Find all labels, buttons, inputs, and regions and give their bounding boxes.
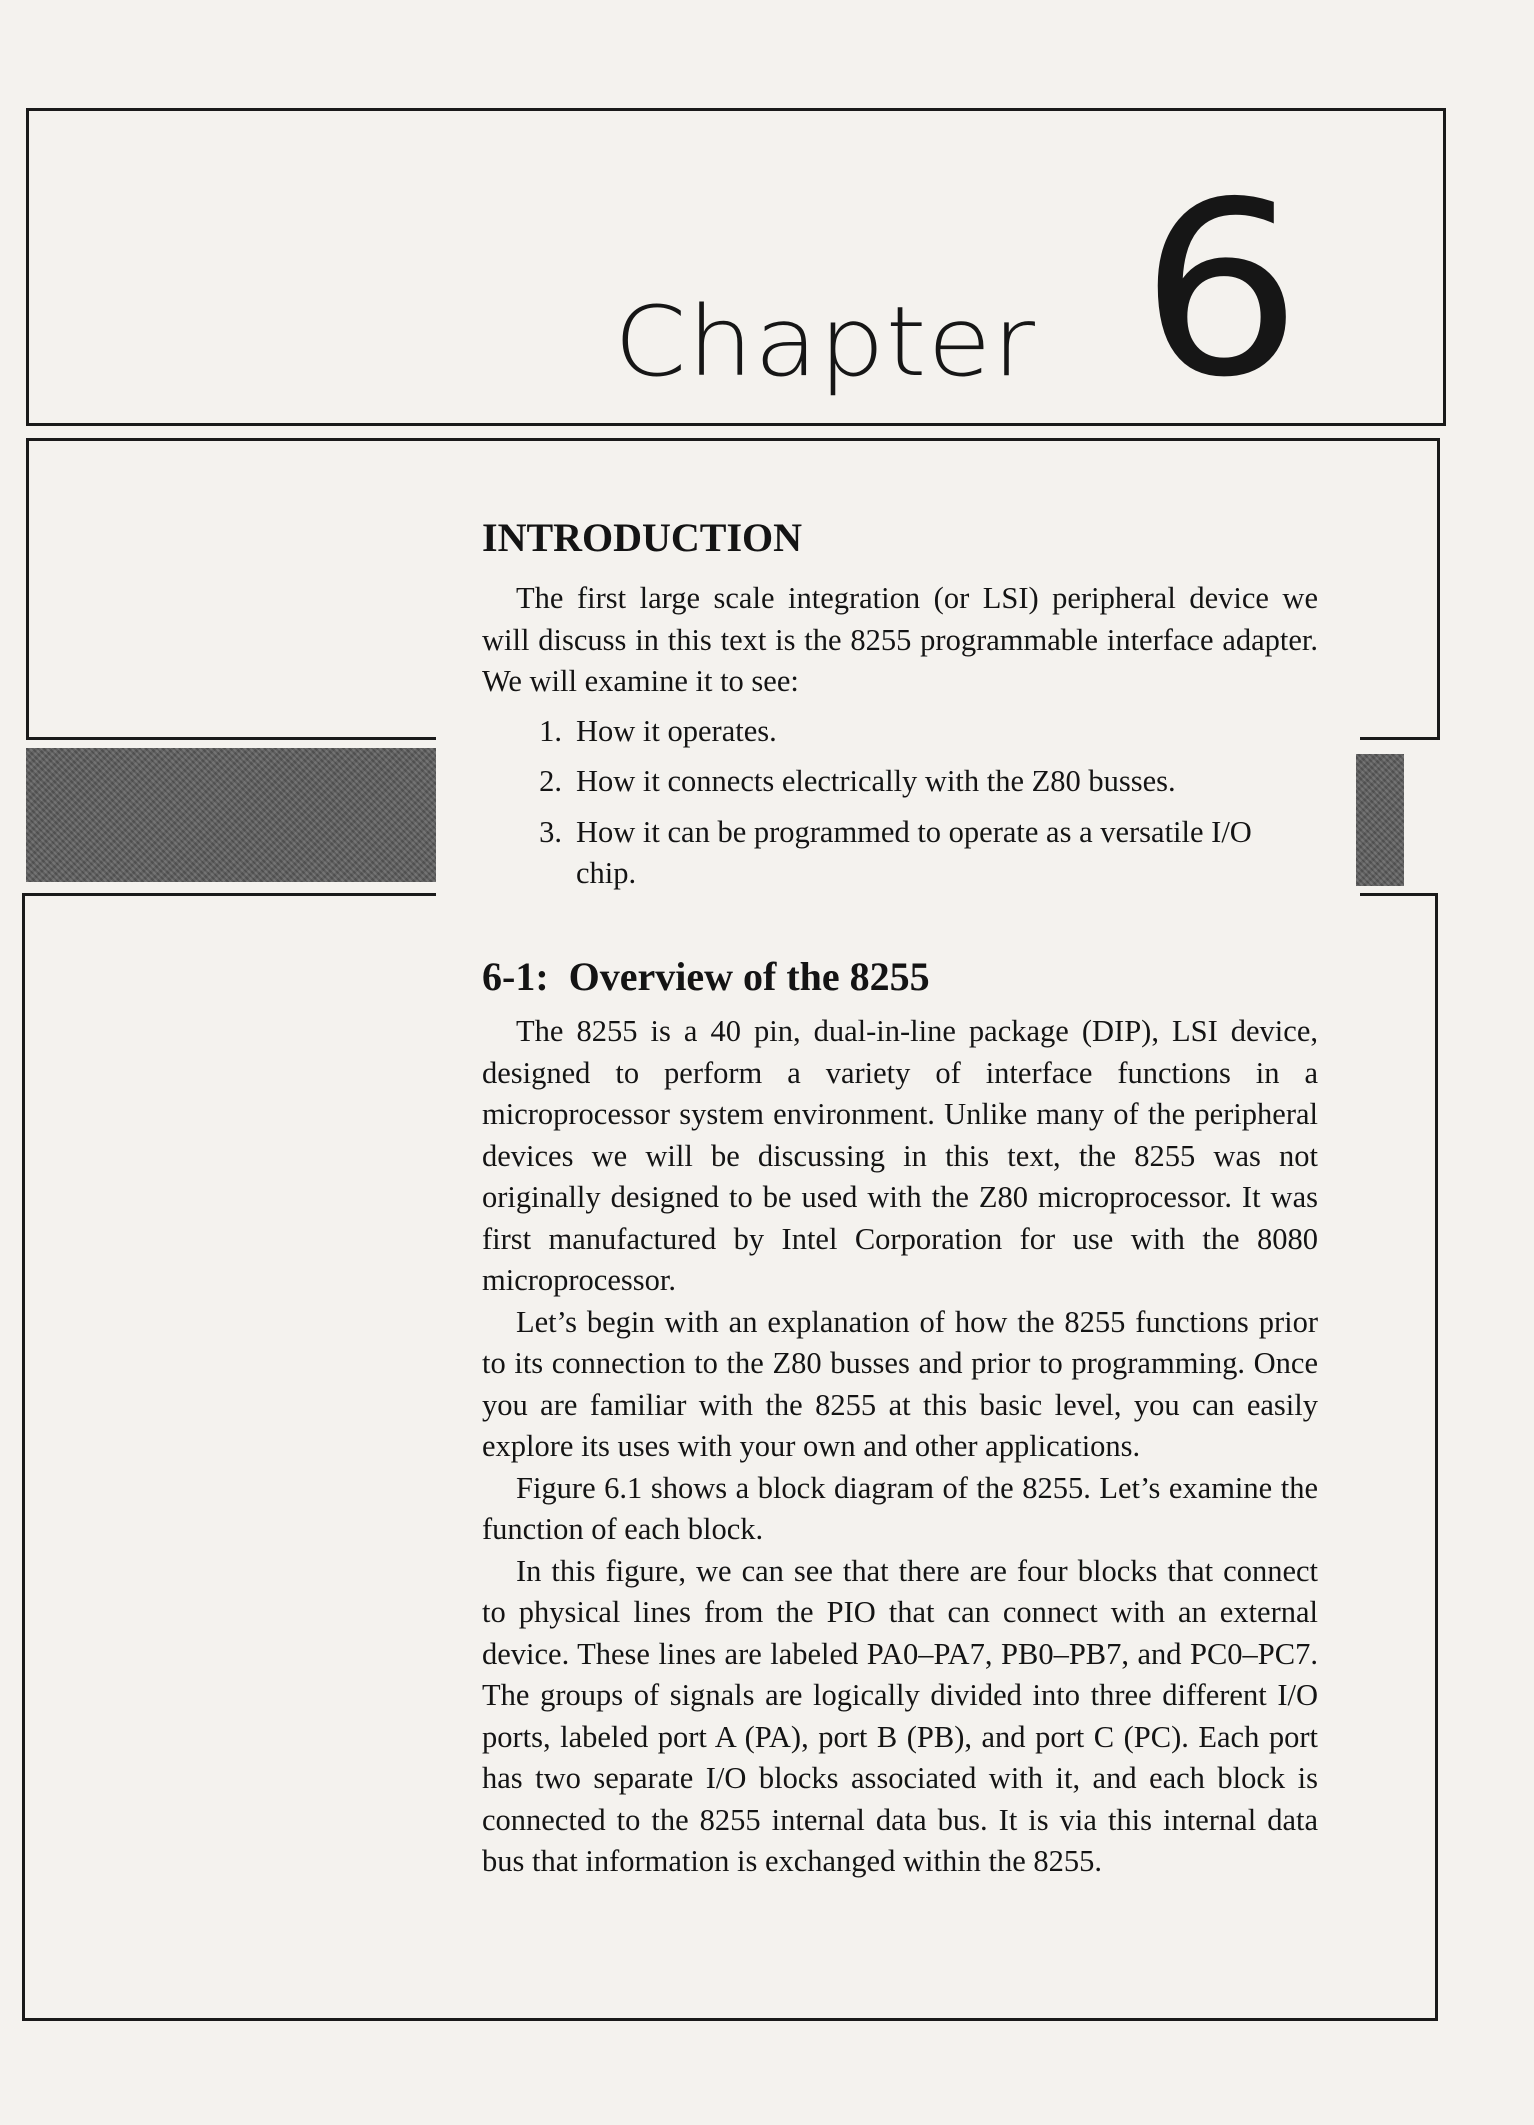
body-paragraph: Let’s begin with an explanation of how the 8255 functions prior to its connection to the Z80 busses and prior to programming. Once you are familiar with the 8255 at this basic level, you can easily explore its uses with your own and other applications. <box>482 1304 1318 1463</box>
chapter-label: Chapter <box>614 286 1037 398</box>
chapter-number: 6 <box>1140 150 1302 430</box>
divider-line <box>22 893 436 896</box>
body-paragraph: Figure 6.1 shows a block diagram of the 8255. Let’s examine the function of each block. <box>482 1470 1318 1546</box>
divider-line <box>1360 893 1438 896</box>
divider-line <box>1360 737 1440 740</box>
introduction-heading: INTRODUCTION <box>482 515 803 560</box>
introduction-section <box>482 514 1318 904</box>
body-paragraph: In this figure, we can see that there are four blocks that connect to physical lines from the PIO that can connect with an external device. These lines are labeled PA0–PA7, PB0–PB7, and PC0–PC7. The groups of signals are logically divided into three different I/O ports, labeled port A (PA), port B (PB), and port C (PC). Each port has two separate I/O blocks associated with it, and each block is connected to the 8255 internal data bus. It is via this internal data bus that information is exchanged within the 8255. <box>482 1553 1318 1878</box>
shaded-bar-left <box>26 748 436 882</box>
list-item <box>482 761 1318 803</box>
list-number: 3. <box>539 814 562 849</box>
list-number: 2. <box>539 764 562 798</box>
introduction-list <box>482 711 1318 895</box>
shaded-bar-right <box>1356 754 1404 886</box>
list-number: 1. <box>539 713 562 748</box>
overview-section <box>482 953 1318 1883</box>
body-paragraph: The 8255 is a 40 pin, dual-in-line package (DIP), LSI device, designed to perform a variety of interface functions in a microprocessor system environment. Unlike many of the peripheral devices we will be discussing in this text, the 8255 was not originally designed to be used with the Z80 microprocessor. It was first manufactured by Intel Corporation for use with the 8080 microprocessor. <box>482 1014 1318 1297</box>
list-item <box>482 812 1318 895</box>
divider-line <box>26 737 436 740</box>
list-text: How it connects electrically with the Z80 busses. <box>576 764 1176 798</box>
introduction-paragraph: The first large scale integration (or LSI) peripheral device we will discuss in this text is the 8255 programmable interface adapter. We will examine it to see: <box>482 581 1318 698</box>
list-text: How it operates. <box>576 713 777 748</box>
section-heading: 6-1: Overview of the 8255 <box>482 954 930 999</box>
list-item <box>482 711 1318 753</box>
list-text: How it can be programmed to operate as a versatile I/O chip. <box>576 814 1252 890</box>
